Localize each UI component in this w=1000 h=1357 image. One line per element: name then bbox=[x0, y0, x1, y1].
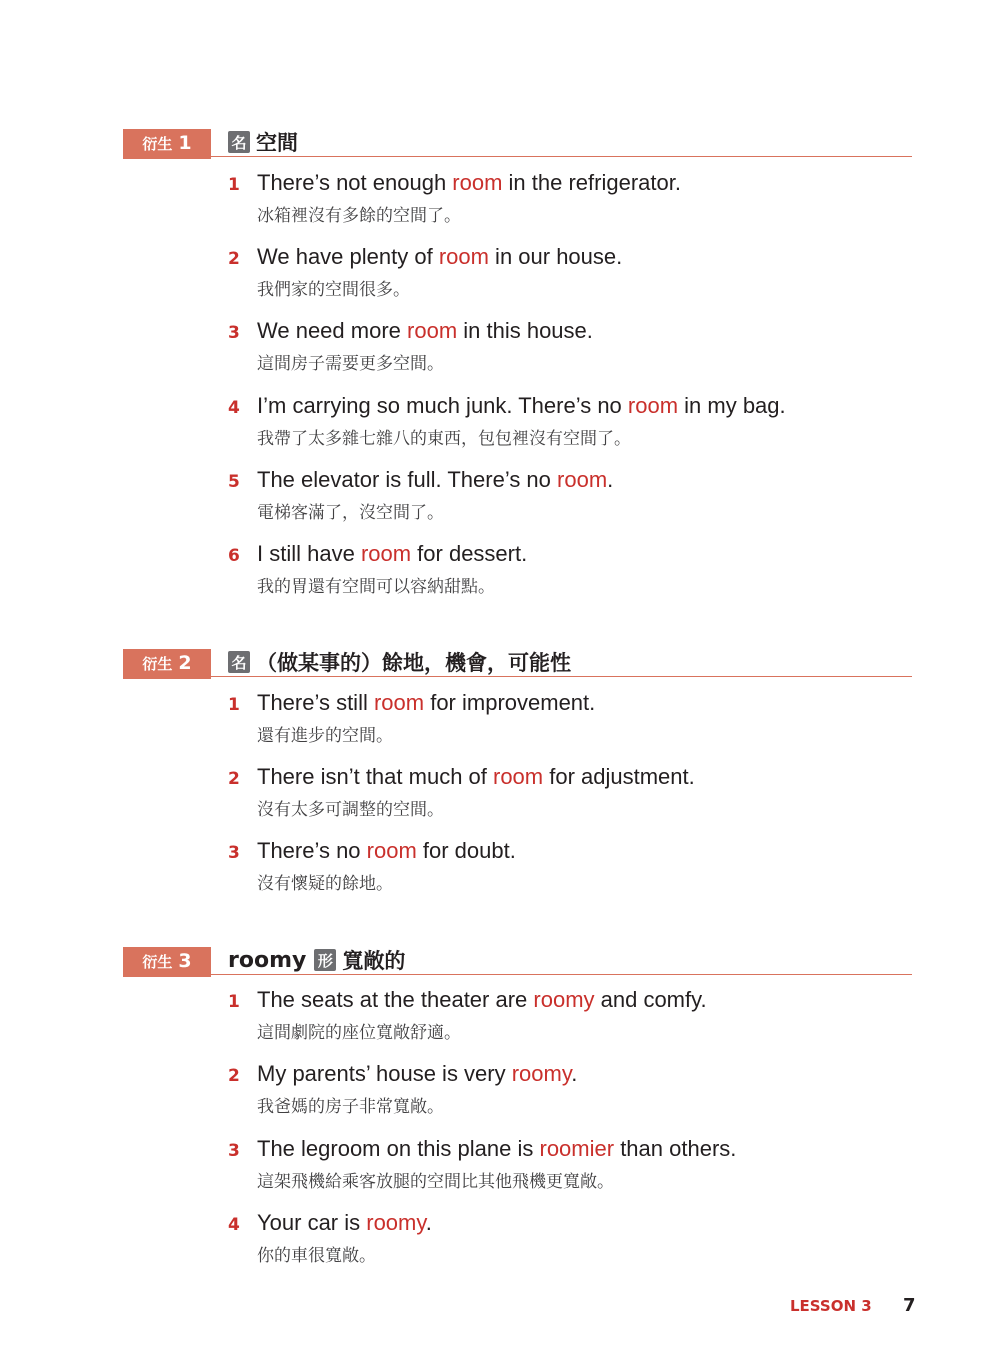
derivative-section-3 bbox=[0, 947, 1000, 1266]
lesson-label: LESSON 3 bbox=[790, 1297, 872, 1315]
example-number: 4 bbox=[228, 398, 240, 418]
derivative-section-1 bbox=[0, 129, 1000, 597]
page-number: 7 bbox=[903, 1295, 916, 1316]
tag-underline bbox=[123, 975, 211, 977]
highlighted-word: room bbox=[557, 467, 608, 492]
highlighted-word: room bbox=[452, 170, 503, 195]
example-english: My parents’ house is very roomy. bbox=[257, 1061, 578, 1086]
example-number: 3 bbox=[228, 843, 240, 863]
tag-number: 2 bbox=[178, 652, 192, 674]
highlighted-word: room bbox=[627, 393, 679, 418]
example-english: There isn’t that much of room for adjustment. bbox=[257, 764, 695, 789]
example-chinese: 冰箱裡沒有多餘的空間了。 bbox=[257, 206, 461, 226]
highlighted-word: roomier bbox=[539, 1136, 615, 1161]
section-heading bbox=[228, 649, 571, 675]
part-of-speech-badge: 名 bbox=[228, 131, 250, 153]
highlighted-word: roomy bbox=[511, 1061, 572, 1086]
example-number: 2 bbox=[228, 1066, 240, 1086]
section-header bbox=[0, 129, 1000, 159]
example-chinese: 這間劇院的座位寬敞舒適。 bbox=[257, 1023, 461, 1043]
example-number: 2 bbox=[228, 249, 240, 269]
highlighted-word: room bbox=[373, 690, 425, 715]
tag-underline bbox=[123, 677, 211, 679]
section-divider bbox=[211, 156, 912, 157]
headword: roomy bbox=[228, 947, 307, 973]
example-chinese: 沒有懷疑的餘地。 bbox=[257, 874, 393, 894]
example-english: There’s not enough room in the refrigerator. bbox=[257, 170, 681, 195]
highlighted-word: room bbox=[360, 541, 412, 566]
example-item bbox=[0, 244, 1000, 304]
example-english: We have plenty of room in our house. bbox=[257, 244, 623, 269]
highlighted-word: room bbox=[407, 318, 458, 343]
example-english: There’s no room for doubt. bbox=[257, 838, 516, 863]
example-item bbox=[0, 764, 1000, 824]
example-number: 3 bbox=[228, 323, 240, 343]
part-of-speech-badge: 形 bbox=[314, 949, 336, 971]
example-english: The legroom on this plane is roomier than others. bbox=[257, 1136, 737, 1161]
derivative-tag bbox=[123, 129, 211, 157]
example-english: The elevator is full. There’s no room. bbox=[257, 467, 614, 492]
meaning: （做某事的）餘地，機會，可能性 bbox=[256, 651, 571, 675]
example-item bbox=[0, 170, 1000, 230]
example-item bbox=[0, 393, 1000, 453]
example-chinese: 沒有太多可調整的空間。 bbox=[257, 800, 444, 820]
example-english: Your car is roomy. bbox=[257, 1210, 432, 1235]
meaning: 寬敞的 bbox=[342, 949, 406, 973]
example-chinese: 還有進步的空間。 bbox=[257, 726, 393, 746]
example-number: 6 bbox=[228, 546, 240, 566]
example-number: 5 bbox=[228, 472, 240, 492]
highlighted-word: roomy bbox=[533, 987, 595, 1012]
example-item bbox=[0, 838, 1000, 898]
tag-label: 衍生 bbox=[142, 952, 173, 971]
example-chinese: 我們家的空間很多。 bbox=[257, 280, 410, 300]
section-header bbox=[0, 947, 1000, 977]
highlighted-word: room bbox=[438, 244, 489, 269]
example-number: 1 bbox=[228, 175, 240, 195]
example-english: The seats at the theater are roomy and comfy. bbox=[257, 987, 707, 1012]
example-number: 2 bbox=[228, 769, 240, 789]
example-chinese: 電梯客滿了，沒空間了。 bbox=[257, 503, 444, 523]
example-chinese: 這間房子需要更多空間。 bbox=[257, 354, 444, 374]
example-chinese: 這架飛機給乘客放腿的空間比其他飛機更寬敞。 bbox=[257, 1172, 614, 1192]
example-number: 1 bbox=[228, 992, 240, 1012]
example-item bbox=[0, 318, 1000, 378]
example-number: 3 bbox=[228, 1141, 240, 1161]
example-number: 4 bbox=[228, 1215, 240, 1235]
highlighted-word: roomy bbox=[366, 1210, 426, 1235]
part-of-speech-badge: 名 bbox=[228, 651, 250, 673]
example-item bbox=[0, 1061, 1000, 1121]
example-number: 1 bbox=[228, 695, 240, 715]
section-heading bbox=[228, 947, 405, 973]
highlighted-word: room bbox=[366, 838, 417, 863]
tag-label: 衍生 bbox=[142, 654, 173, 673]
section-heading bbox=[228, 129, 298, 155]
derivative-tag bbox=[123, 649, 211, 677]
example-chinese: 我爸媽的房子非常寬敞。 bbox=[257, 1097, 444, 1117]
example-english: I’m carrying so much junk. There’s no room in my bag. bbox=[257, 393, 786, 418]
example-chinese: 我的胃還有空間可以容納甜點。 bbox=[257, 577, 495, 597]
example-english: There’s still room for improvement. bbox=[257, 690, 596, 715]
highlighted-word: room bbox=[493, 764, 544, 789]
section-divider bbox=[211, 974, 912, 975]
example-item bbox=[0, 467, 1000, 527]
meaning: 空間 bbox=[256, 131, 298, 155]
example-item bbox=[0, 690, 1000, 750]
example-item bbox=[0, 1136, 1000, 1196]
example-item bbox=[0, 987, 1000, 1047]
section-header bbox=[0, 649, 1000, 679]
derivative-tag bbox=[123, 947, 211, 975]
tag-number: 1 bbox=[178, 132, 192, 154]
example-english: We need more room in this house. bbox=[257, 318, 593, 343]
example-chinese: 你的車很寬敞。 bbox=[257, 1246, 376, 1266]
tag-label: 衍生 bbox=[142, 134, 173, 153]
derivative-section-2 bbox=[0, 649, 1000, 894]
example-item bbox=[0, 541, 1000, 601]
tag-underline bbox=[123, 157, 211, 159]
example-english: I still have room for dessert. bbox=[257, 541, 528, 566]
example-chinese: 我帶了太多雜七雜八的東西，包包裡沒有空間了。 bbox=[257, 429, 631, 449]
example-item bbox=[0, 1210, 1000, 1270]
tag-number: 3 bbox=[178, 950, 192, 972]
